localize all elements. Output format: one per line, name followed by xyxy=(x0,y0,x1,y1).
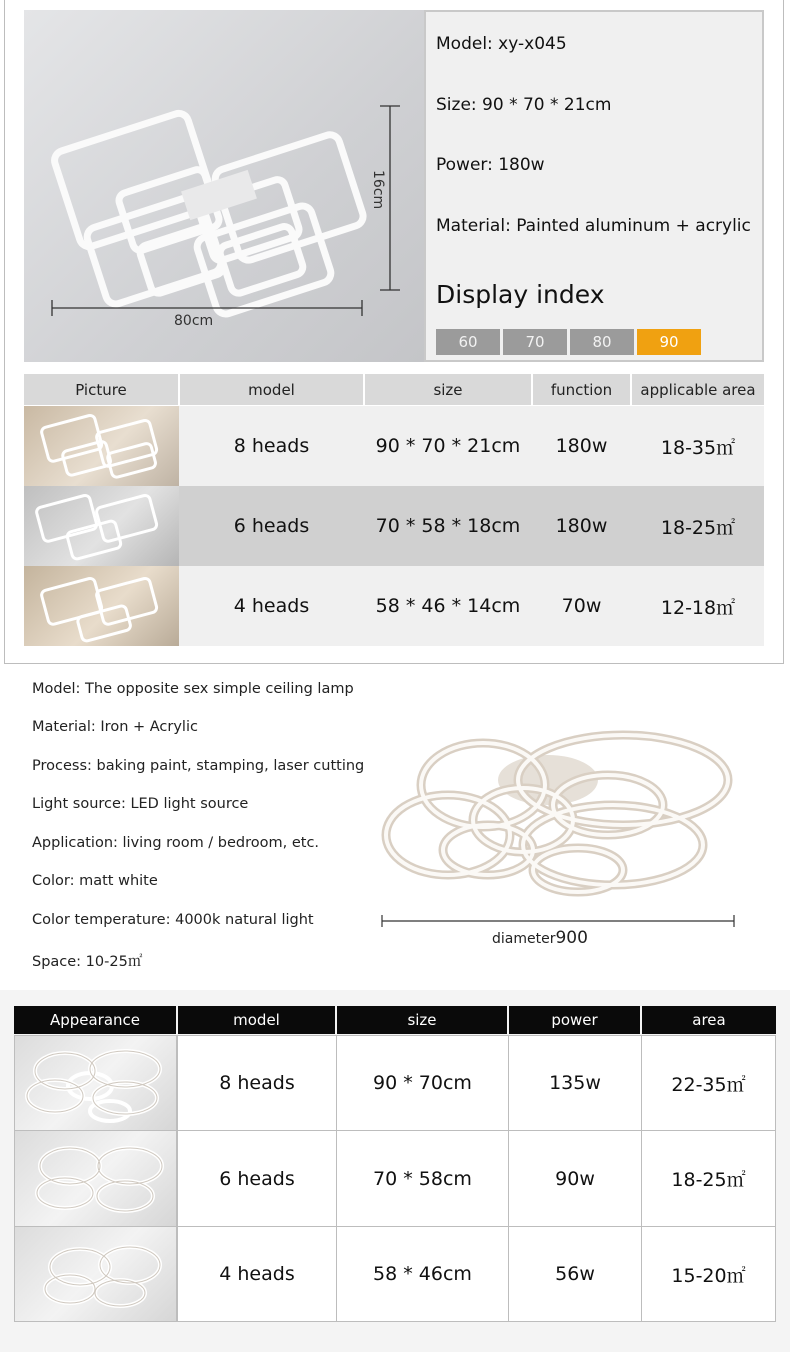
table2-area: 15-20㎡ xyxy=(641,1226,776,1322)
table2-power: 90w xyxy=(508,1130,642,1227)
detail-color-temperature: Color temperature: 4000k natural light xyxy=(32,912,314,928)
table2-model: 6 heads xyxy=(177,1130,337,1227)
display-index-title: Display index xyxy=(436,280,605,309)
table1-row xyxy=(24,566,764,646)
height-dimension-label: 16cm xyxy=(370,170,386,210)
table2-power: 56w xyxy=(508,1226,642,1322)
table2-area: 22-35㎡ xyxy=(641,1035,776,1131)
table2-area: 18-25㎡ xyxy=(641,1130,776,1227)
spec-power: Power: 180w xyxy=(436,155,545,175)
table1-area: 12-18㎡ xyxy=(660,596,736,619)
ring-thumbnail-6-heads xyxy=(14,1130,177,1227)
table2-size: 90 * 70cm xyxy=(336,1035,509,1131)
table1-size: 90 * 70 * 21cm xyxy=(375,435,521,457)
table2-size: 58 * 46cm xyxy=(336,1226,509,1322)
table2-power: 135w xyxy=(508,1035,642,1131)
table1-function: 180w xyxy=(555,435,608,457)
diameter-label-text: diameter xyxy=(492,931,556,947)
diameter-value: 900 xyxy=(555,928,588,948)
ring-thumbnail-8-heads xyxy=(14,1035,177,1131)
table1-area: 18-35㎡ xyxy=(660,436,736,459)
lamp-thumbnail-4-heads xyxy=(24,566,179,646)
table1-function: 70w xyxy=(561,595,602,617)
ring-lamp-illustration xyxy=(378,725,740,905)
table1-model: 4 heads xyxy=(233,595,310,617)
table1-header-area: applicable area xyxy=(632,374,764,405)
square-lamp-photo xyxy=(24,10,424,362)
table2-header-appearance: Appearance xyxy=(14,1006,176,1034)
table1-function: 180w xyxy=(555,515,608,537)
diameter-dimension-line xyxy=(380,914,736,928)
table1-row xyxy=(24,486,764,566)
detail-model: Model: The opposite sex simple ceiling lamp xyxy=(32,681,354,697)
detail-application: Application: living room / bedroom, etc. xyxy=(32,835,320,851)
table1-header-model: model xyxy=(180,374,363,405)
detail-light-source: Light source: LED light source xyxy=(32,796,249,812)
detail-process: Process: baking paint, stamping, laser cutting xyxy=(32,758,365,774)
table2-model: 8 heads xyxy=(177,1035,337,1131)
table1-model: 8 heads xyxy=(233,435,310,457)
table2-header-model: model xyxy=(178,1006,335,1034)
table1-header-picture: Picture xyxy=(24,374,178,405)
square-lamp-illustration xyxy=(24,10,424,362)
table2-size: 70 * 58cm xyxy=(336,1130,509,1227)
width-dimension-label: 80cm xyxy=(174,313,214,329)
display-index-90-selected: 90 xyxy=(637,329,701,355)
detail-space: Space: 10-25㎡ xyxy=(32,954,143,970)
table2-model: 4 heads xyxy=(177,1226,337,1322)
spec-material: Material: Painted aluminum + acrylic xyxy=(436,216,751,236)
lamp-thumbnail-6-heads xyxy=(24,486,179,566)
display-index-80: 80 xyxy=(570,329,634,355)
display-index-70: 70 xyxy=(503,329,567,355)
ring-thumbnail-4-heads xyxy=(14,1226,177,1322)
ring-lamp-image xyxy=(378,725,740,905)
table2-header-size: size xyxy=(337,1006,507,1034)
table1-model: 6 heads xyxy=(233,515,310,537)
table1-size: 58 * 46 * 14cm xyxy=(375,595,521,617)
spec-model: Model: xy-x045 xyxy=(436,34,567,54)
spec-size: Size: 90 * 70 * 21cm xyxy=(436,95,612,115)
display-index-60: 60 xyxy=(436,329,500,355)
table1-header-size: size xyxy=(365,374,531,405)
lamp-thumbnail-8-heads xyxy=(24,406,179,486)
diameter-label xyxy=(492,928,588,948)
table1-area: 18-25㎡ xyxy=(660,516,736,539)
table2-header-power: power xyxy=(509,1006,640,1034)
detail-material: Material: Iron + Acrylic xyxy=(32,719,198,735)
table2-header-area: area xyxy=(642,1006,776,1034)
detail-color: Color: matt white xyxy=(32,873,158,889)
table1-size: 70 * 58 * 18cm xyxy=(375,515,521,537)
table1-header-function: function xyxy=(533,374,630,405)
spec-panel xyxy=(424,10,764,362)
table1-row xyxy=(24,406,764,486)
